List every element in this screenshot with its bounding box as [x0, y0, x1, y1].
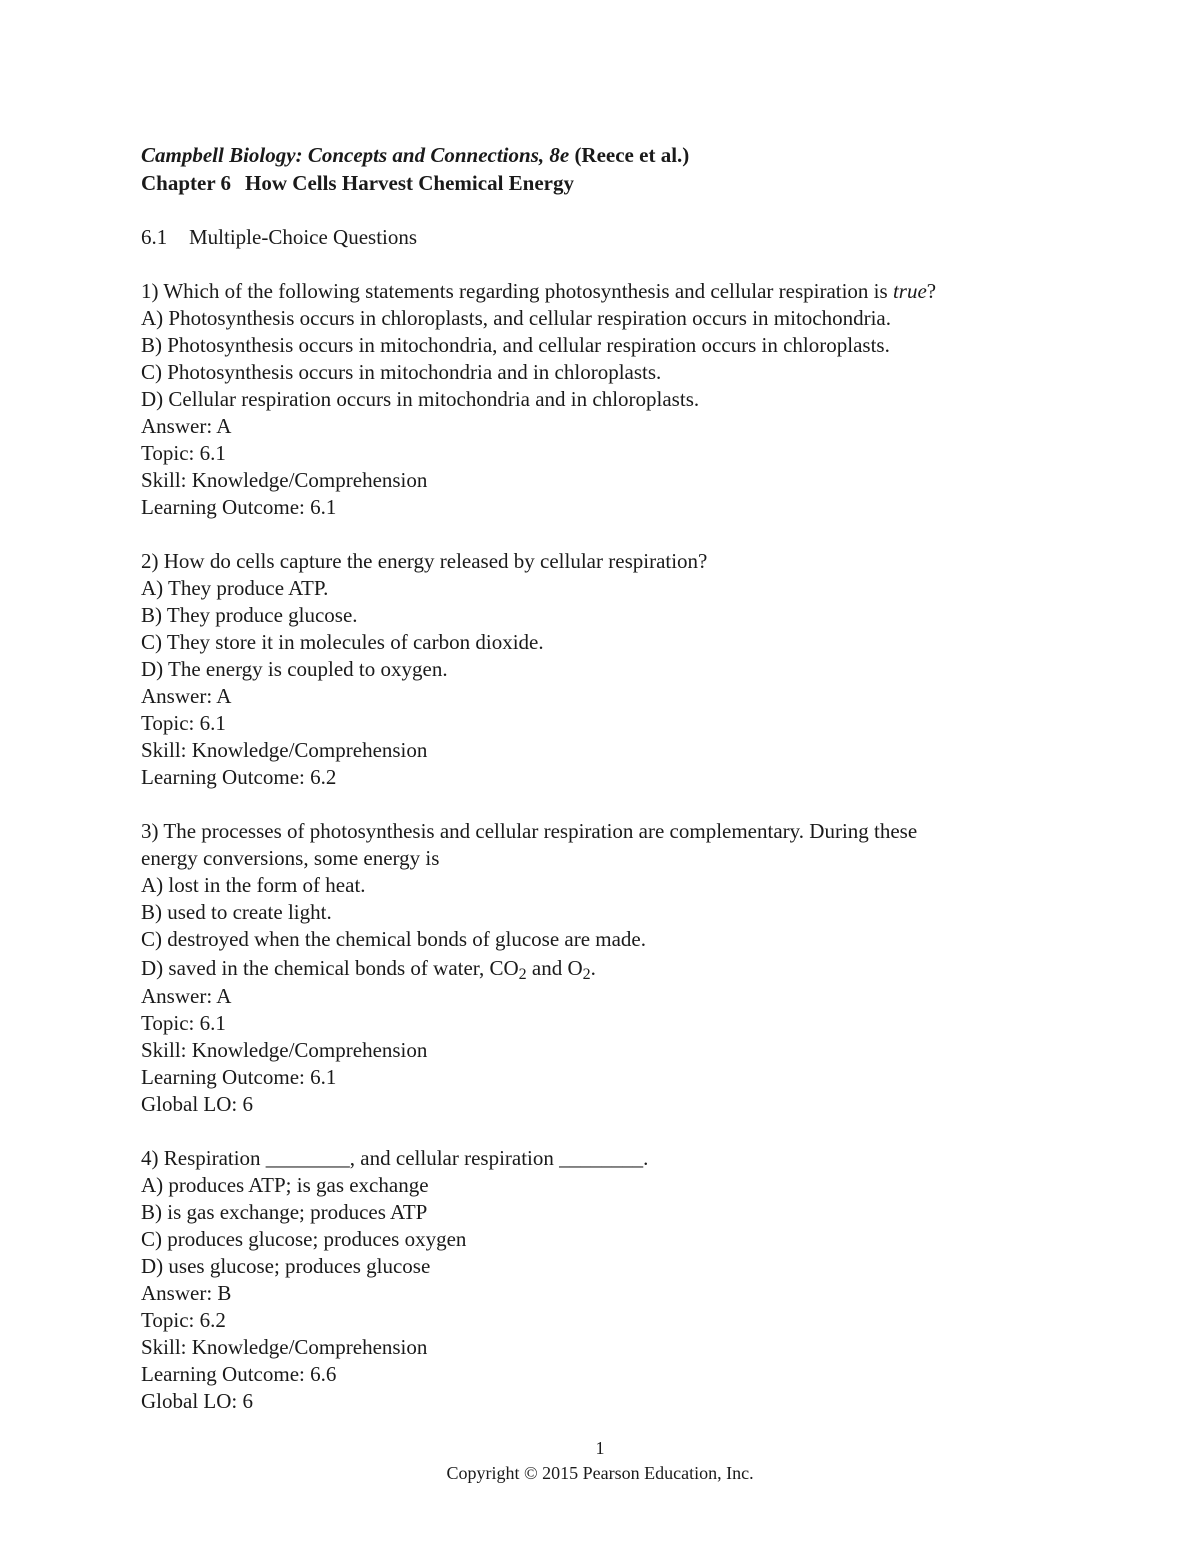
answer: Answer: B — [141, 1281, 232, 1305]
section-title: Multiple-Choice Questions — [189, 225, 418, 249]
skill: Skill: Knowledge/Comprehension — [141, 468, 428, 492]
learning-outcome: Learning Outcome: 6.1 — [141, 495, 337, 519]
option-a: A) produces ATP; is gas exchange — [141, 1173, 429, 1197]
book-authors: (Reece et al.) — [569, 143, 690, 167]
learning-outcome: Learning Outcome: 6.1 — [141, 1065, 337, 1089]
question-stem-line-2: energy conversions, some energy is — [141, 846, 440, 870]
answer: Answer: A — [141, 984, 232, 1008]
option-a: A) They produce ATP. — [141, 576, 329, 600]
learning-outcome: Learning Outcome: 6.6 — [141, 1362, 337, 1386]
question-1 — [141, 278, 1071, 521]
option-d: D) The energy is coupled to oxygen. — [141, 657, 448, 681]
stem-text: 1) Which of the following statements regarding photosynthesis and cellular respiration is — [141, 279, 893, 303]
skill: Skill: Knowledge/Comprehension — [141, 1038, 428, 1062]
question-4 — [141, 1145, 1071, 1415]
question-stem: 2) How do cells capture the energy released by cellular respiration? — [141, 549, 708, 573]
option-d-text: D) saved in the chemical bonds of water, CO — [141, 956, 519, 980]
option-d-text-mid: and O — [526, 956, 583, 980]
page-number: 1 — [595, 1438, 605, 1458]
option-c: C) They store it in molecules of carbon dioxide. — [141, 630, 544, 654]
question-stem — [141, 278, 1071, 305]
option-c: C) produces glucose; produces oxygen — [141, 1227, 467, 1251]
option-b: B) is gas exchange; produces ATP — [141, 1200, 428, 1224]
document-page — [141, 141, 1071, 1442]
option-d: D) uses glucose; produces glucose — [141, 1254, 431, 1278]
answer: Answer: A — [141, 414, 232, 438]
option-b: B) Photosynthesis occurs in mitochondria, and cellular respiration occurs in chloroplasts. — [141, 333, 890, 357]
section-heading — [141, 224, 1071, 251]
option-d: D) Cellular respiration occurs in mitochondria and in chloroplasts. — [141, 387, 700, 411]
option-d — [141, 953, 1071, 983]
topic: Topic: 6.2 — [141, 1308, 226, 1332]
option-c: C) destroyed when the chemical bonds of glucose are made. — [141, 927, 646, 951]
answer: Answer: A — [141, 684, 232, 708]
topic: Topic: 6.1 — [141, 1011, 226, 1035]
skill: Skill: Knowledge/Comprehension — [141, 1335, 428, 1359]
subscript: 2 — [582, 966, 591, 983]
question-stem: 4) Respiration ________, and cellular respiration ________. — [141, 1146, 649, 1170]
topic: Topic: 6.1 — [141, 441, 226, 465]
stem-text-end: ? — [926, 279, 937, 303]
option-c: C) Photosynthesis occurs in mitochondria and in chloroplasts. — [141, 360, 662, 384]
section-number: 6.1 — [141, 225, 168, 249]
global-lo: Global LO: 6 — [141, 1389, 253, 1413]
option-a: A) Photosynthesis occurs in chloroplasts, and cellular respiration occurs in mitochondria. — [141, 306, 892, 330]
subscript: 2 — [518, 966, 527, 983]
option-d-text-end: . — [590, 956, 596, 980]
stem-italic: true — [892, 279, 927, 303]
option-b: B) used to create light. — [141, 900, 332, 924]
learning-outcome: Learning Outcome: 6.2 — [141, 765, 337, 789]
skill: Skill: Knowledge/Comprehension — [141, 738, 428, 762]
question-2 — [141, 548, 1071, 791]
copyright-notice: Copyright © 2015 Pearson Education, Inc. — [446, 1463, 754, 1483]
book-title — [141, 141, 1071, 169]
topic: Topic: 6.1 — [141, 711, 226, 735]
question-3 — [141, 818, 1071, 1118]
chapter-title: How Cells Harvest Chemical Energy — [245, 171, 574, 195]
book-title-italic: Campbell Biology: Concepts and Connections, 8e — [141, 143, 570, 167]
question-stem-line-1: 3) The processes of photosynthesis and cellular respiration are complementary. During these — [141, 819, 918, 843]
option-a: A) lost in the form of heat. — [141, 873, 366, 897]
chapter-heading — [141, 169, 1071, 197]
global-lo: Global LO: 6 — [141, 1092, 253, 1116]
chapter-number: Chapter 6 — [141, 171, 232, 195]
option-b: B) They produce glucose. — [141, 603, 358, 627]
